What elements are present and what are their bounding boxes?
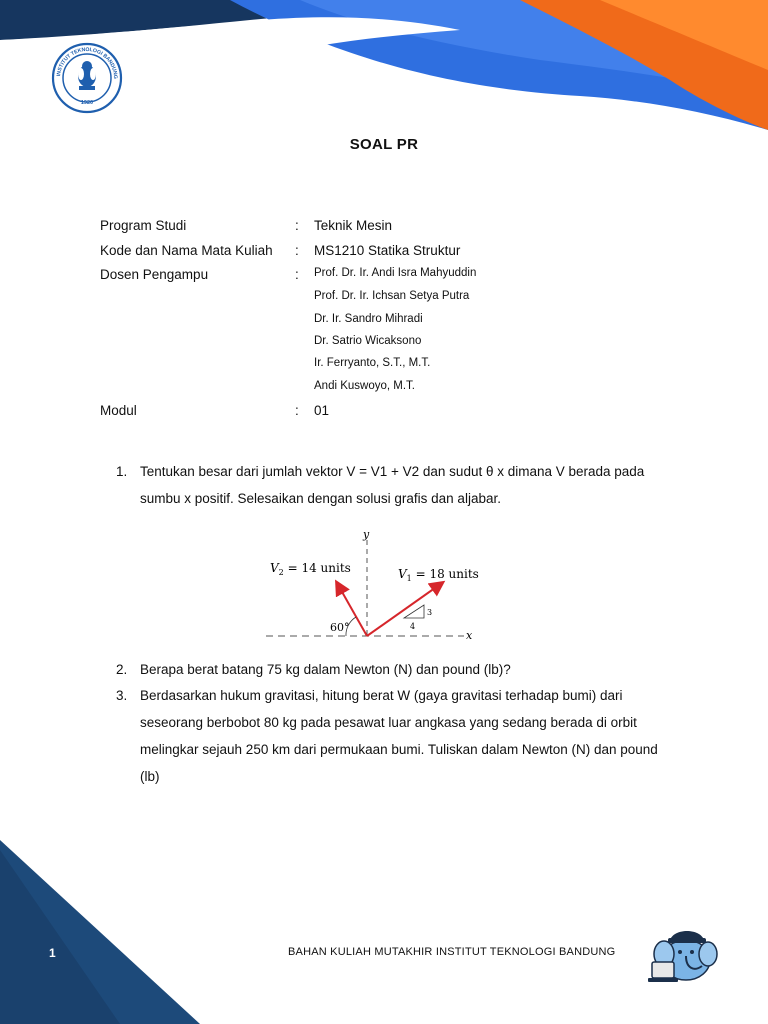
page-title: SOAL PR <box>349 136 419 153</box>
footer-text: BAHAN KULIAH MUTAKHIR INSTITUT TEKNOLOGI BANDUNG <box>288 946 616 958</box>
question-text: Berapa berat batang 75 kg dalam Newton (N) dan pound (lb)? <box>140 662 511 677</box>
elephant-mascot-icon <box>646 922 722 988</box>
logo-year: 1920 <box>80 100 94 106</box>
v1-label: $V_1 = 18$ units <box>398 567 479 583</box>
itb-logo <box>48 42 126 114</box>
question-number: 3. <box>116 688 128 703</box>
x-axis-label: x <box>466 629 473 642</box>
logo-ring-text: INSTITUT TEKNOLOGI BANDUNG <box>56 46 119 80</box>
info-value: Prof. Dr. Ir. Andi Isra Mahyuddin <box>314 267 477 279</box>
info-colon: : <box>295 267 299 282</box>
vector-diagram <box>262 526 492 644</box>
info-value: Dr. Satrio Wicaksono <box>314 335 422 347</box>
question-2 <box>116 656 656 683</box>
info-colon: : <box>295 243 299 258</box>
question-number: 2. <box>116 662 128 677</box>
info-value: Prof. Dr. Ir. Ichsan Setya Putra <box>314 290 470 302</box>
info-value: Teknik Mesin <box>314 218 393 233</box>
page-number: 1 <box>49 946 56 960</box>
info-colon: : <box>295 218 299 233</box>
question-3 <box>116 682 656 792</box>
info-value: Andi Kuswoyo, M.T. <box>314 380 415 392</box>
info-value: Dr. Ir. Sandro Mihradi <box>314 313 423 325</box>
info-colon: : <box>295 403 299 418</box>
info-value: 01 <box>314 403 330 418</box>
info-label: Dosen Pengampu <box>100 267 209 282</box>
info-label: Kode dan Nama Mata Kuliah <box>100 243 273 258</box>
info-label: Program Studi <box>100 218 187 233</box>
info-label: Modul <box>100 403 137 418</box>
v2-label: $V_2 = 14$ units <box>270 561 351 577</box>
info-value: MS1210 Statika Struktur <box>314 243 461 258</box>
y-axis-label: y <box>363 528 370 541</box>
question-text: Tentukan besar dari jumlah vektor V = V1 + V2 dan sudut θ x dimana V berada pada sumbu x positif. Selesaikan dengan solusi grafis dan aljabar. <box>140 464 645 506</box>
info-value: Ir. Ferryanto, S.T., M.T. <box>314 357 431 369</box>
slope-run: 4 <box>410 622 416 631</box>
question-1 <box>116 458 656 514</box>
question-text: Berdasarkan hukum gravitasi, hitung berat W (gaya gravitasi terhadap bumi) dari seseorang berbobot 80 kg pada pesawat luar angkasa yang sedang berada di orbit melingkar sejauh 250 km dari permukaan bumi. Tuliskan dalam Newton (N) dan pound (lb) <box>140 688 658 784</box>
angle-label: 60° <box>330 621 350 634</box>
question-number: 1. <box>116 464 128 479</box>
slope-rise: 3 <box>427 608 433 617</box>
